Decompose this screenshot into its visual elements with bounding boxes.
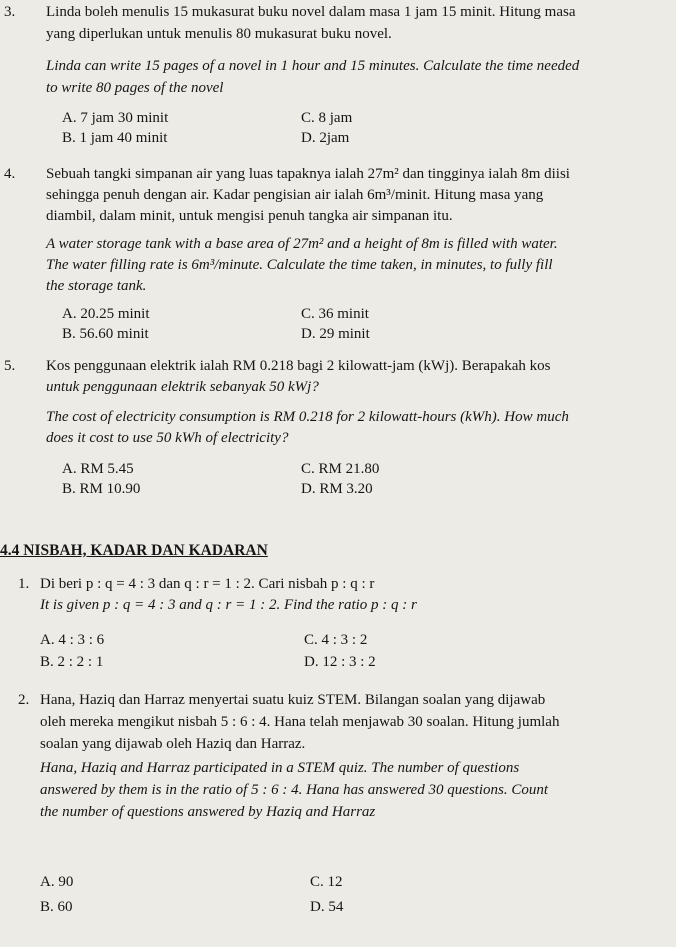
- q4-english-line-1: A water storage tank with a base area of 27m² and a height of 8m is filled with water.: [46, 236, 558, 252]
- s1-option-c[interactable]: C. 4 : 3 : 2: [304, 632, 368, 648]
- q4-malay-line-2: sehingga penuh dengan air. Kadar pengisian air ialah 6m³/minit. Hitung masa yang: [46, 187, 544, 203]
- q5-malay-line-2: untuk penggunaan elektrik sebanyak 50 kWj?: [46, 379, 319, 395]
- q3-malay-line-2: yang diperlukan untuk menulis 80 mukasurat buku novel.: [46, 26, 392, 42]
- s1-option-b[interactable]: B. 2 : 2 : 1: [40, 654, 104, 670]
- q3-number: 3.: [4, 4, 16, 20]
- q5-option-c[interactable]: C. RM 21.80: [301, 461, 380, 477]
- q3-english-line-1: Linda can write 15 pages of a novel in 1 hour and 15 minutes. Calculate the time needed: [46, 58, 580, 74]
- s2-malay-line-2: oleh mereka mengikut nisbah 5 : 6 : 4. Hana telah menjawab 30 soalan. Hitung jumlah: [40, 714, 560, 730]
- q5-option-a[interactable]: A. RM 5.45: [62, 461, 134, 477]
- q4-option-c[interactable]: C. 36 minit: [301, 306, 369, 322]
- q4-number: 4.: [4, 166, 16, 182]
- q4-malay-line-1: Sebuah tangki simpanan air yang luas tapaknya ialah 27m² dan tingginya ialah 8m diisi: [46, 166, 570, 182]
- q4-malay-line-3: diambil, dalam minit, untuk mengisi penuh tangka air simpanan itu.: [46, 208, 453, 224]
- q5-malay-line-1: Kos penggunaan elektrik ialah RM 0.218 bagi 2 kilowatt-jam (kWj). Berapakah kos: [46, 358, 551, 374]
- q4-english-line-2: The water filling rate is 6m³/minute. Calculate the time taken, in minutes, to fully fill: [46, 257, 553, 273]
- q5-option-b[interactable]: B. RM 10.90: [62, 481, 141, 497]
- q5-number: 5.: [4, 358, 16, 374]
- s2-malay-line-3: soalan yang dijawab oleh Haziq dan Harraz.: [40, 736, 306, 752]
- s2-english-line-3: the number of questions answered by Haziq and Harraz: [40, 804, 376, 820]
- q5-option-d[interactable]: D. RM 3.20: [301, 481, 373, 497]
- s1-malay-line: Di beri p : q = 4 : 3 dan q : r = 1 : 2. Cari nisbah p : q : r: [40, 576, 375, 592]
- s2-option-a[interactable]: A. 90: [40, 874, 74, 890]
- q3-malay-line-1: Linda boleh menulis 15 mukasurat buku novel dalam masa 1 jam 15 minit. Hitung masa: [46, 4, 576, 20]
- s2-option-d[interactable]: D. 54: [310, 899, 344, 915]
- q3-option-a[interactable]: A. 7 jam 30 minit: [62, 110, 169, 126]
- section-heading: 4.4 NISBAH, KADAR DAN KADARAN: [0, 542, 268, 559]
- q5-english-line-1: The cost of electricity consumption is RM 0.218 for 2 kilowatt-hours (kWh). How much: [46, 409, 569, 425]
- s1-option-d[interactable]: D. 12 : 3 : 2: [304, 654, 376, 670]
- s1-number: 1.: [18, 576, 30, 592]
- q4-option-a[interactable]: A. 20.25 minit: [62, 306, 150, 322]
- q4-option-d[interactable]: D. 29 minit: [301, 326, 370, 342]
- s2-english-line-1: Hana, Haziq and Harraz participated in a STEM quiz. The number of questions: [40, 760, 520, 776]
- s1-option-a[interactable]: A. 4 : 3 : 6: [40, 632, 105, 648]
- s2-malay-line-1: Hana, Haziq dan Harraz menyertai suatu kuiz STEM. Bilangan soalan yang dijawab: [40, 692, 546, 708]
- s2-option-b[interactable]: B. 60: [40, 899, 73, 915]
- q3-english-line-2: to write 80 pages of the novel: [46, 80, 224, 96]
- q4-option-b[interactable]: B. 56.60 minit: [62, 326, 149, 342]
- s2-english-line-2: answered by them is in the ratio of 5 : 6 : 4. Hana has answered 30 questions. Count: [40, 782, 549, 798]
- q5-english-line-2: does it cost to use 50 kWh of electricity?: [46, 430, 289, 446]
- q3-option-d[interactable]: D. 2jam: [301, 130, 350, 146]
- s1-english-line: It is given p : q = 4 : 3 and q : r = 1 : 2. Find the ratio p : q : r: [40, 597, 417, 613]
- s2-number: 2.: [18, 692, 30, 708]
- q3-option-b[interactable]: B. 1 jam 40 minit: [62, 130, 168, 146]
- q3-option-c[interactable]: C. 8 jam: [301, 110, 353, 126]
- q4-english-line-3: the storage tank.: [46, 278, 147, 294]
- s2-option-c[interactable]: C. 12: [310, 874, 343, 890]
